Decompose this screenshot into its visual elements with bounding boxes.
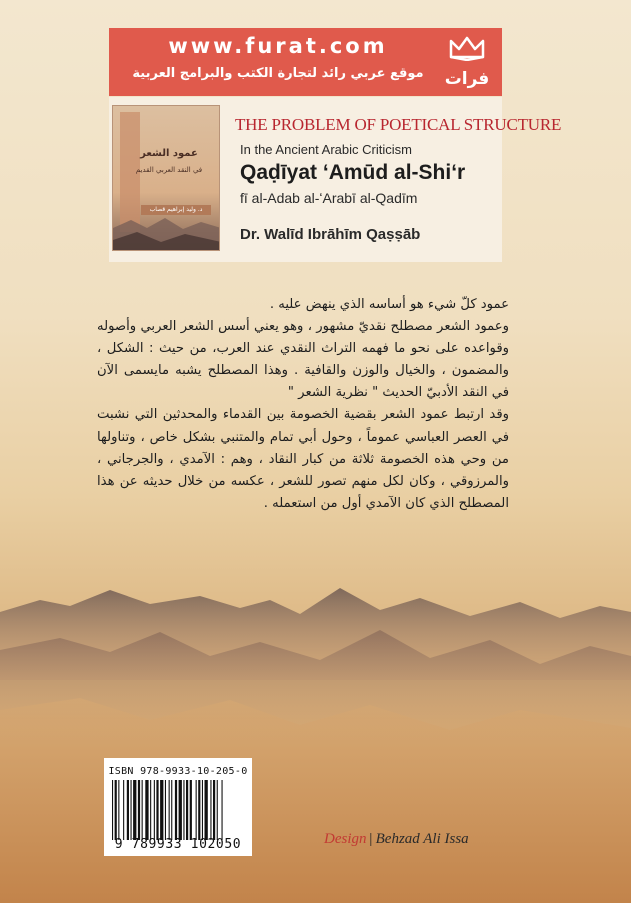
furat-logo: [438, 33, 496, 91]
blurb-paragraph: وعمود الشعر مصطلح نقديّ مشهور ، وهو يعني أسس الشعر العربي وأصوله وقواعده على نحو ما فهمه التراث النقدي عند العرب، من حيث : الشكل ، والمضمون ، والخيال والوزن والقافية . وهذا المصطلح يشبه مايسمى الآن في النقد الأدبيّ الحديث " نظرية الشعر ": [97, 319, 509, 401]
english-subtitle: In the Ancient Arabic Criticism: [240, 142, 412, 157]
transliterated-title: Qaḍīyat ʻAmūd al-Shiʻr: [240, 161, 466, 184]
barcode-digits: 9 789933 102050: [114, 837, 242, 852]
barcode-icon: [112, 780, 248, 840]
back-cover-blurb: [97, 294, 509, 515]
furat-banner: [109, 28, 502, 96]
front-cover-thumbnail: [112, 105, 220, 251]
mountain-landscape-image: [0, 560, 631, 903]
credit-separator: |: [368, 831, 373, 847]
banner-tagline: موقع عربي رائد لتجارة الكتب والبرامج العربية: [132, 66, 424, 81]
designer-name: Behzad Ali Issa: [375, 831, 469, 847]
thumbnail-title: عمود الشعر: [140, 148, 198, 159]
book-info-panel: [109, 97, 562, 262]
isbn-label: ISBN 978-9933-10-205-0: [108, 766, 248, 777]
blurb-paragraph: وقد ارتبط عمود الشعر بقضية الخصومة بين القدماء والمحدثين التي نشبت في العصر العباسي عموماً ، وحول أبي تمام والمتنبي بشكل خاص ، وتناولها من وحي هذه الخصومة ثلاثة من كبار النقاد ، وهم : الآمدي ، والجرجاني ، والمرزوقي ، وكان لكل منهم تصور للشعر ، عكسه من خلال حديثه عن هذا المصطلح الذي كان الآمدي أول من استعمله .: [97, 407, 509, 511]
blurb-paragraph: عمود كلّ شيء هو أساسه الذي ينهض عليه .: [269, 297, 509, 312]
isbn-barcode: [104, 758, 252, 856]
design-credit: [324, 831, 469, 848]
author-name: Dr. Walīd Ibrāhīm Qaṣṣāb: [240, 226, 421, 243]
transliterated-subtitle: fī al-Adab al-ʻArabī al-Qadīm: [240, 190, 418, 206]
website-url[interactable]: www.furat.com: [168, 34, 388, 58]
english-title: THE PROBLEM OF POETICAL STRUCTURE: [235, 115, 562, 134]
thumbnail-author: د. وليد إبراهيم قصاب: [141, 205, 211, 215]
logo-wordmark: فرات: [444, 69, 490, 89]
design-label: Design: [324, 831, 367, 847]
thumbnail-subtitle: في النقد العربي القديم: [135, 166, 203, 174]
book-crown-icon: [447, 35, 487, 61]
thumbnail-hills-image: [113, 214, 220, 251]
